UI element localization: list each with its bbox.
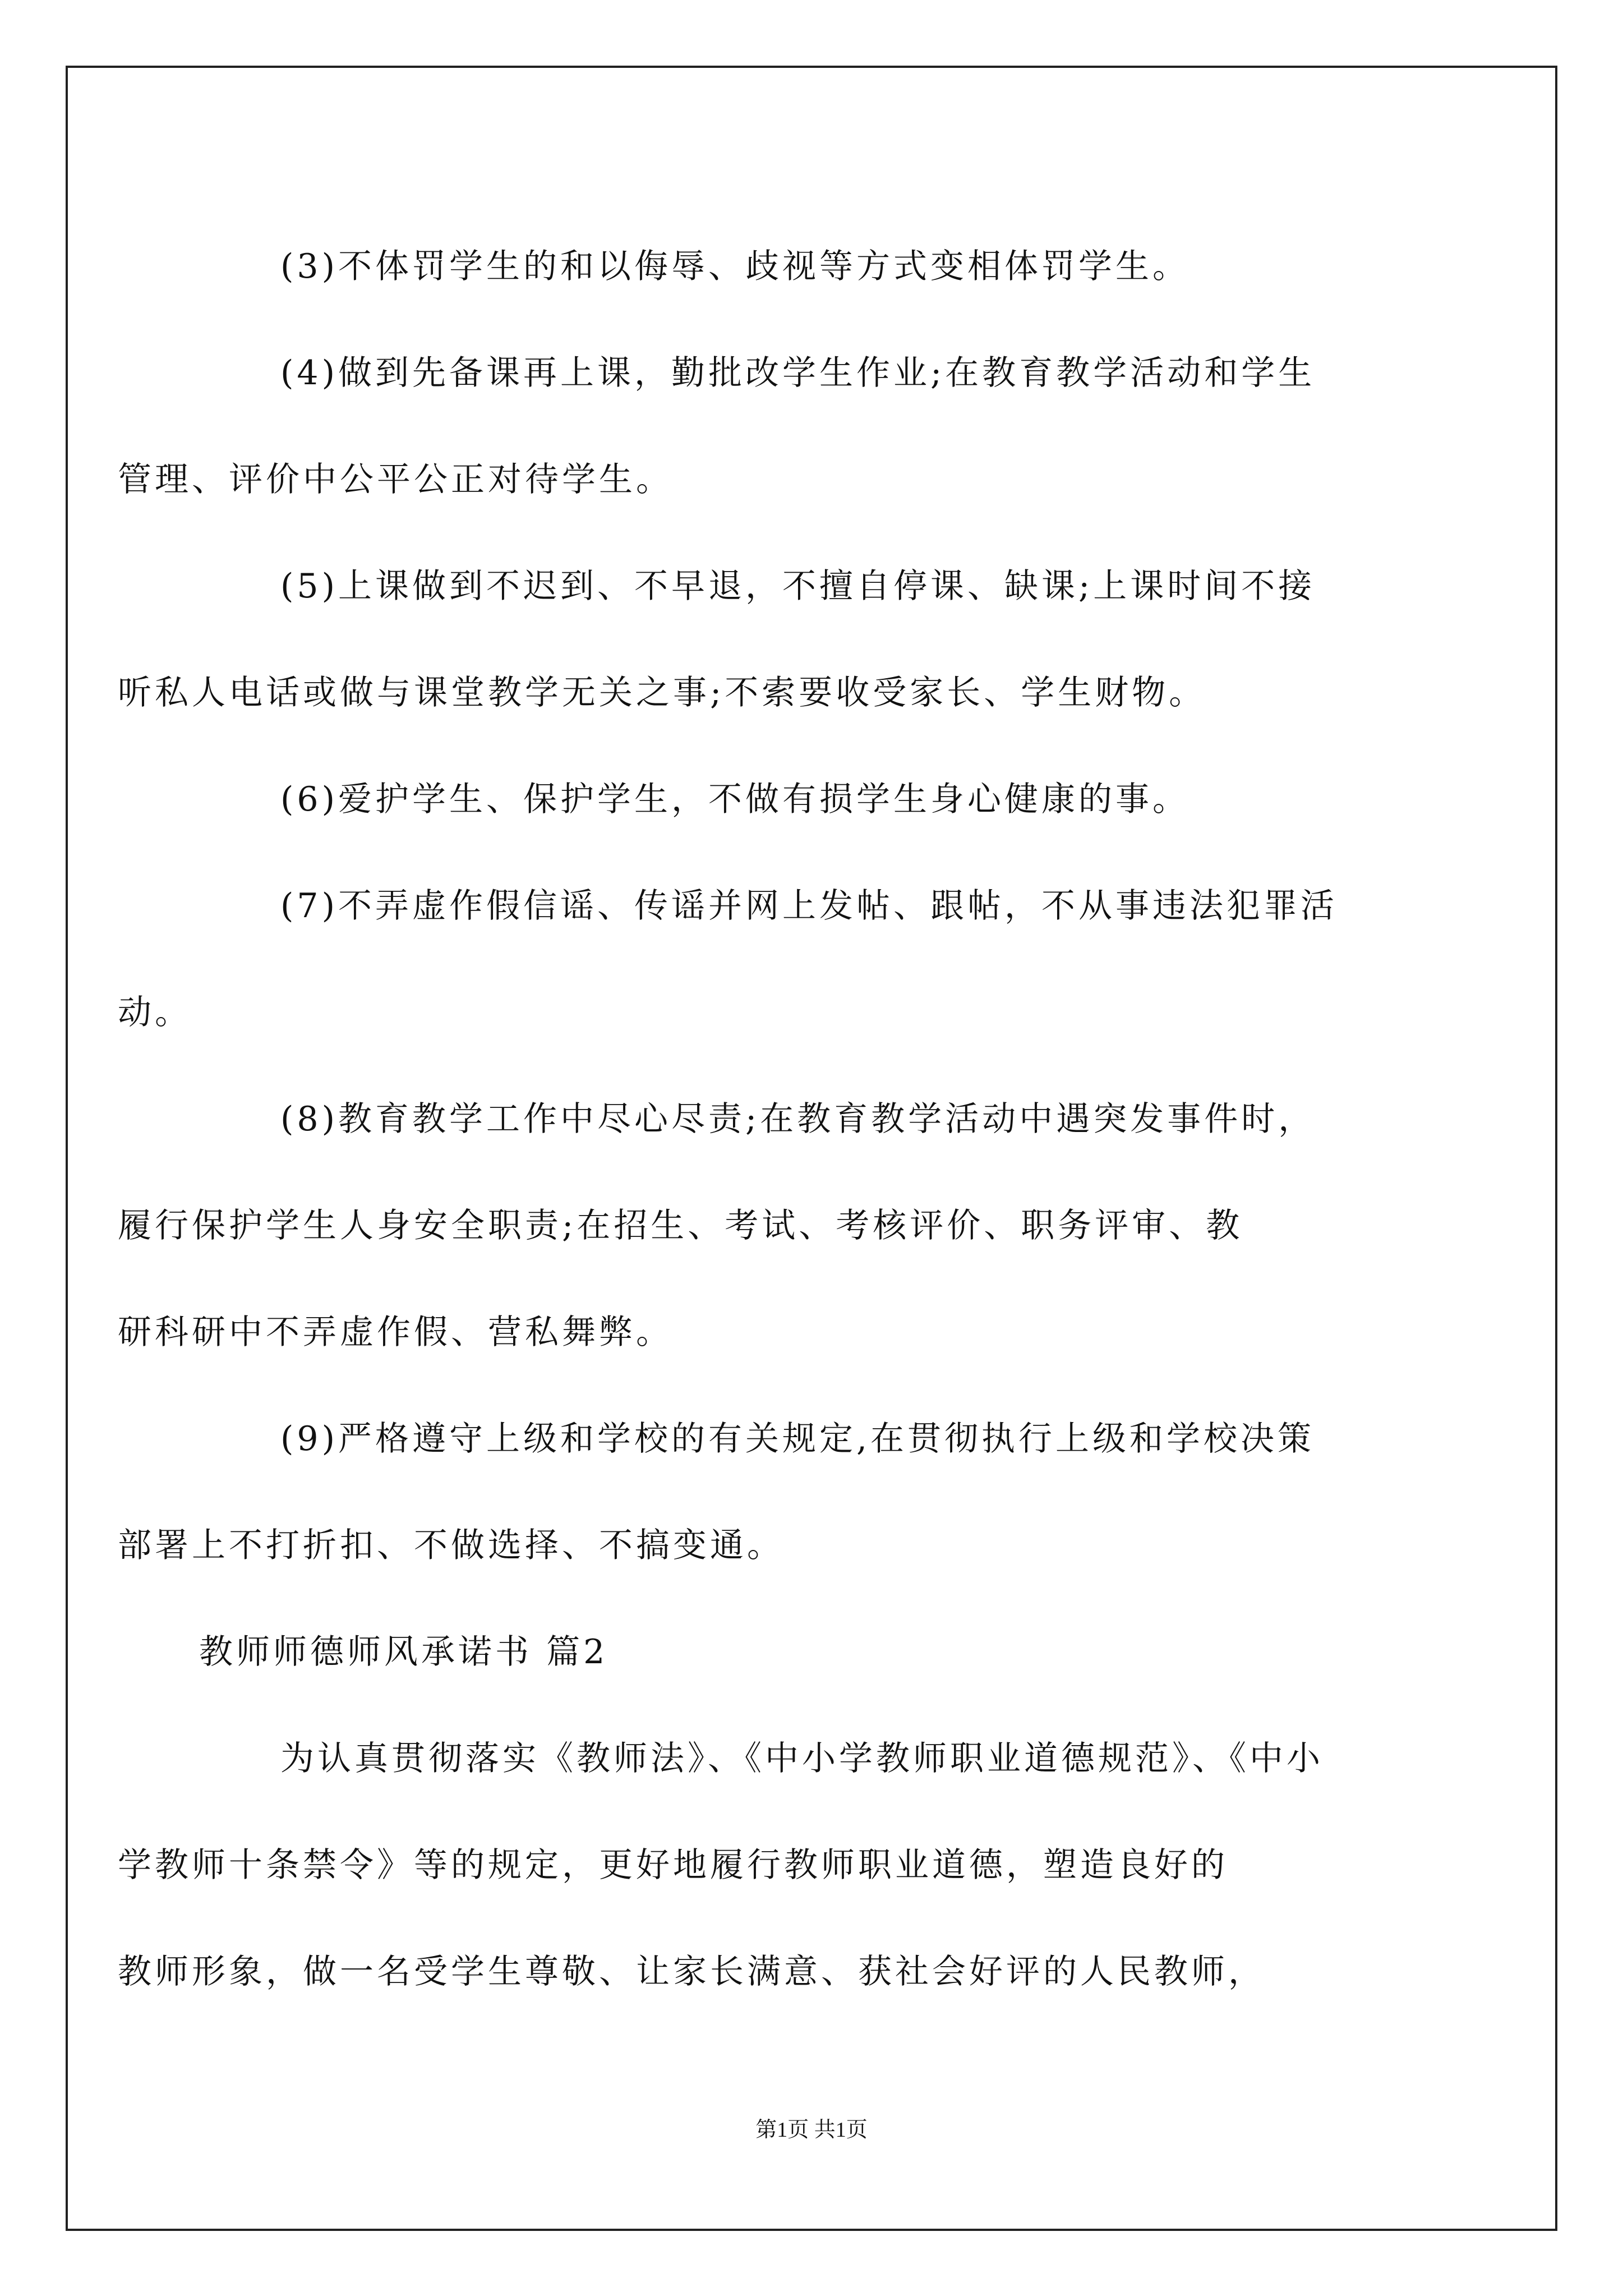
paragraph-item-5 [118, 533, 1424, 746]
paragraph-item-6 [199, 746, 1424, 853]
section-title: 教师师德师风承诺书 篇2 [199, 1632, 608, 1672]
paragraph-line: (6)爱护学生、保护学生，不做有损学生身心健康的事。 [280, 780, 1189, 819]
section2-paragraph [118, 1705, 1424, 2025]
paragraph-line: 学教师十条禁令》等的规定，更好地履行教师职业道德，塑造良好的 [118, 1846, 1228, 1885]
paragraph-line: 部署上不打折扣、不做选择、不搞变通。 [118, 1526, 784, 1565]
paragraph-item-7 [118, 853, 1424, 1066]
paragraph-line: (4)做到先备课再上课，勤批改学生作业;在教育教学活动和学生 [280, 353, 1316, 393]
paragraph-line: (8)教育教学工作中尽心尽责;在教育教学活动中遇突发事件时， [280, 1099, 1316, 1139]
paragraph-line: 教师形象，做一名受学生尊敬、让家长满意、获社会好评的人民教师， [118, 1952, 1265, 1991]
paragraph-line: 动。 [118, 993, 192, 1032]
paragraph-line: 听私人电话或做与课堂教学无关之事;不索要收受家长、学生财物。 [118, 673, 1206, 712]
paragraph-line: (9)严格遵守上级和学校的有关规定,在贯彻执行上级和学校决策 [280, 1419, 1315, 1458]
paragraph-line: 履行保护学生人身安全职责;在招生、考试、考核评价、职务评审、教 [118, 1206, 1243, 1245]
paragraph-line: (7)不弄虚作假信谣、传谣并网上发帖、跟帖，不从事违法犯罪活 [280, 886, 1338, 926]
paragraph-line: 为认真贯彻落实《教师法》、《中小学教师职业道德规范》、《中小 [280, 1739, 1324, 1778]
page-footer: 第1页 共1页 [755, 2118, 868, 2142]
paragraph-line: 研科研中不弄虚作假、营私舞弊。 [118, 1313, 673, 1352]
document-body [118, 213, 1424, 2025]
paragraph-line: (5)上课做到不迟到、不早退，不擅自停课、缺课;上课时间不接 [280, 567, 1316, 606]
paragraph-item-4 [118, 320, 1424, 533]
paragraph-line: (3)不体罚学生的和以侮辱、歧视等方式变相体罚学生。 [280, 247, 1189, 286]
paragraph-line: 管理、评价中公平公正对待学生。 [118, 460, 673, 499]
paragraph-item-3 [199, 213, 1424, 320]
paragraph-item-9 [118, 1386, 1424, 1599]
paragraph-item-8 [118, 1066, 1424, 1386]
